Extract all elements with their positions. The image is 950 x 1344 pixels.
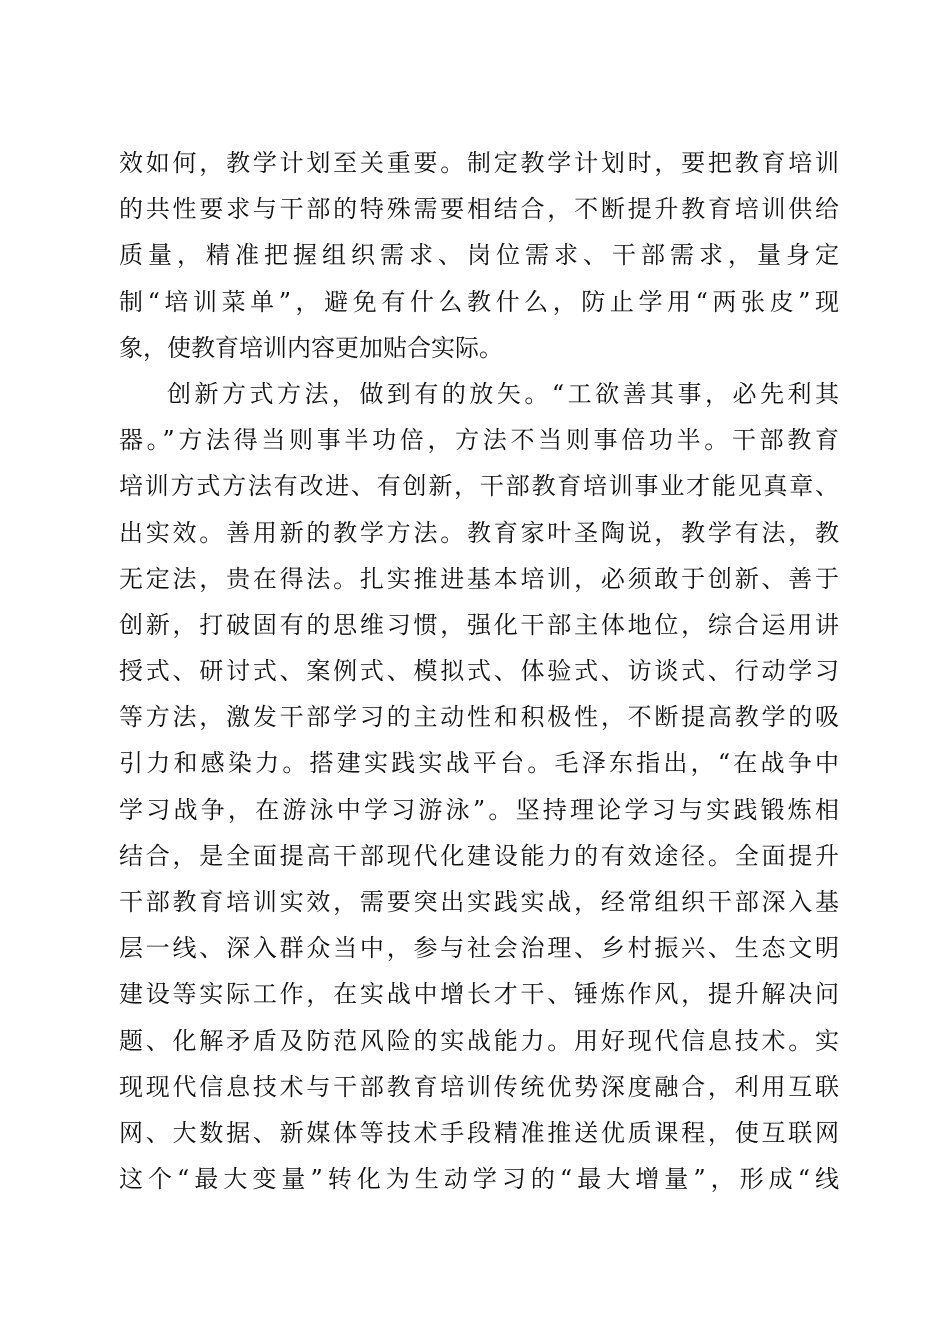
text-line: 培训方式方法有改进、有创新，干部教育培训事业才能见真章、 [119, 472, 839, 501]
text-line-paragraph-start: 创新方式方法，做到有的放矢。“工欲善其事，必先利其 [167, 379, 839, 408]
text-line: 效如何，教学计划至关重要。制定教学计划时，要把教育培训 [119, 149, 839, 177]
text-line: 结合，是全面提高干部现代化建设能力的有效途径。全面提升 [119, 841, 839, 870]
text-line: 层一线、深入群众当中，参与社会治理、乡村振兴、生态文明 [119, 934, 839, 963]
text-line: 制“培训菜单”，避免有什么教什么，防止学用“两张皮”现 [119, 287, 839, 316]
text-line: 题、化解矛盾及防范风险的实战能力。用好现代信息技术。实 [119, 1026, 839, 1055]
text-line: 学习战争，在游泳中学习游泳”。坚持理论学习与实践锻炼相 [119, 795, 839, 824]
text-line: 无定法，贵在得法。扎实推进基本培训，必须敢于创新、善于 [119, 564, 839, 593]
text-line: 引力和感染力。搭建实践实战平台。毛泽东指出，“在战争中 [119, 749, 839, 778]
text-line: 等方法，激发干部学习的主动性和积极性，不断提高教学的吸 [119, 703, 839, 732]
text-line: 的共性要求与干部的特殊需要相结合，不断提升教育培训供给 [119, 195, 839, 224]
text-line: 器。”方法得当则事半功倍，方法不当则事倍功半。干部教育 [119, 426, 839, 455]
text-line: 网、大数据、新媒体等技术手段精准推送优质课程，使互联网 [119, 1118, 839, 1147]
body-text [119, 140, 839, 1202]
text-line: 象，使教育培训内容更加贴合实际。 [119, 333, 503, 362]
text-line: 出实效。善用新的教学方法。教育家叶圣陶说，教学有法，教 [119, 518, 839, 547]
text-line: 创新，打破固有的思维习惯，强化干部主体地位，综合运用讲 [119, 610, 839, 639]
text-line: 授式、研讨式、案例式、模拟式、体验式、访谈式、行动学习 [119, 657, 839, 686]
text-line: 质量，精准把握组织需求、岗位需求、干部需求，量身定 [119, 241, 839, 270]
text-line: 这个“最大变量”转化为生动学习的“最大增量”，形成“线 [119, 1165, 839, 1194]
text-line: 现现代信息技术与干部教育培训传统优势深度融合，利用互联 [119, 1072, 839, 1101]
text-line: 干部教育培训实效，需要突出实践实战，经常组织干部深入基 [119, 888, 839, 916]
text-line: 建设等实际工作，在实战中增长才干、锤炼作风，提升解决问 [119, 980, 839, 1009]
